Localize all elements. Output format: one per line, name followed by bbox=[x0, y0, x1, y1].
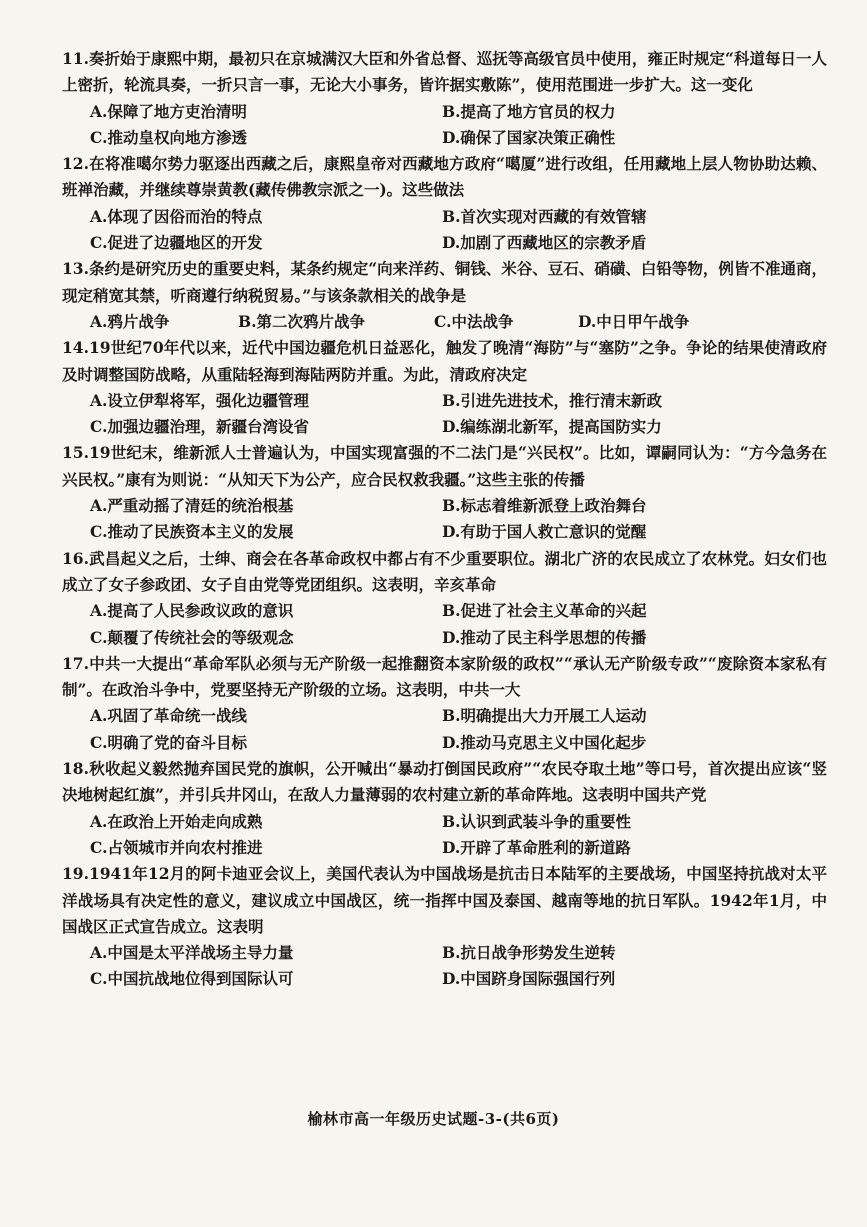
question-stem: 16.武昌起义之后，士绅、商会在各革命政权中都占有不少重要职位。湖北广济的农民成立了农林党。妇女们也成立了女子参政团、女子自由党等党团组织。这表明，辛亥革命 bbox=[62, 548, 827, 594]
option-c[interactable]: C.推动了民族资本主义的发展 bbox=[90, 522, 294, 542]
question-stem: 18.秋收起义毅然抛弃国民党的旗帜，公开喊出“暴动打倒国民政府”“农民夺取土地”等口号，首次提出应该“竖决地树起红旗”，并引兵井冈山，在敌人力量薄弱的农村建立新的革命阵地。这表明中国共产党 bbox=[62, 759, 827, 805]
option-c[interactable]: C.占领城市并向农村推进 bbox=[90, 837, 263, 857]
question-stem: 13.条约是研究历史的重要史料，某条约规定“向来洋药、铜钱、米谷、豆石、硝磺、白铅等物，例皆不准通商，现定稍宽其禁，听商遵行纳税贸易。”与该条款相关的战争是 bbox=[62, 259, 827, 305]
question-stem: 19.1941年12月的阿卡迪亚会议上，美国代表认为中国战场是抗击日本陆军的主要战场，中国坚持抗战对太平洋战场具有决定性的意义，建议成立中国战区，统一指挥中国及泰国、越南等地的抗日军队。1942年1月，中国战区正式宣告成立。这表明 bbox=[62, 864, 827, 936]
option-b[interactable]: B.引进先进技术，推行清末新政 bbox=[442, 390, 662, 410]
option-b[interactable]: B.第二次鸦片战争 bbox=[238, 311, 365, 331]
question-13 bbox=[62, 256, 827, 335]
question-options bbox=[62, 940, 827, 993]
option-c[interactable]: C.明确了党的奋斗目标 bbox=[90, 732, 247, 752]
question-12 bbox=[62, 151, 827, 256]
option-b[interactable]: B.标志着维新派登上政治舞台 bbox=[442, 496, 647, 516]
question-stem: 11.奏折始于康熙中期，最初只在京城满汉大臣和外省总督、巡抚等高级官员中使用，雍正时规定“科道每日一人上密折，轮流具奏，一折只言一事，无论大小事务，皆许据实敷陈”，使用范围进一步扩大。这一变化 bbox=[62, 49, 827, 95]
option-a[interactable]: A.提高了人民参政议政的意识 bbox=[90, 601, 294, 621]
question-options bbox=[62, 493, 827, 546]
option-a[interactable]: A.体现了因俗而治的特点 bbox=[90, 206, 263, 226]
question-14 bbox=[62, 335, 827, 440]
option-d[interactable]: D.编练湖北新军，提高国防实力 bbox=[442, 417, 662, 437]
option-d[interactable]: D.加剧了西藏地区的宗教矛盾 bbox=[442, 233, 647, 253]
question-19 bbox=[62, 861, 827, 992]
question-18 bbox=[62, 756, 827, 861]
question-stem: 17.中共一大提出“革命军队必须与无产阶级一起推翻资本家阶级的政权”“承认无产阶级专政”“废除资本家私有制”。在政治斗争中，党要坚持无产阶级的立场。这表明，中共一大 bbox=[62, 653, 827, 700]
option-b[interactable]: B.明确提出大力开展工人运动 bbox=[442, 706, 647, 726]
option-a[interactable]: A.保障了地方吏治清明 bbox=[90, 101, 247, 121]
option-b[interactable]: B.提高了地方官员的权力 bbox=[442, 101, 616, 121]
option-a[interactable]: A.设立伊犁将军，强化边疆管理 bbox=[90, 390, 309, 410]
option-b[interactable]: B.认识到武装斗争的重要性 bbox=[442, 811, 631, 831]
question-options bbox=[62, 598, 827, 651]
option-c[interactable]: C.推动皇权向地方渗透 bbox=[90, 127, 247, 147]
option-c[interactable]: C.中国抗战地位得到国际认可 bbox=[90, 969, 294, 989]
question-11 bbox=[62, 46, 827, 151]
question-stem: 12.在将准噶尔势力驱逐出西藏之后，康熙皇帝对西藏地方政府“噶厦”进行改组，任用藏地上层人物协助达赖、班禅治藏，并继续尊崇黄教(藏传佛教宗派之一)。这些做法 bbox=[62, 154, 827, 200]
option-b[interactable]: B.抗日战争形势发生逆转 bbox=[442, 943, 616, 963]
question-options bbox=[62, 388, 827, 441]
option-a[interactable]: A.在政治上开始走向成熟 bbox=[90, 811, 263, 831]
question-stem: 14.19世纪70年代以来，近代中国边疆危机日益恶化，触发了晚清“海防”与“塞防”之争。争论的结果使清政府及时调整国防战略，从重陆轻海到海陆两防并重。为此，清政府决定 bbox=[62, 338, 827, 384]
question-options bbox=[62, 99, 827, 152]
question-stem: 15.19世纪末，维新派人士普遍认为，中国实现富强的不二法门是“兴民权”。比如，谭嗣同认为：“方今急务在兴民权。”康有为则说：“从知天下为公产，应合民权救我疆。”这些主张的传播 bbox=[62, 443, 827, 489]
question-options bbox=[62, 204, 827, 257]
option-a[interactable]: A.鸦片战争 bbox=[90, 311, 170, 331]
option-a[interactable]: A.中国是太平洋战场主导力量 bbox=[90, 943, 294, 963]
option-d[interactable]: D.中日甲午战争 bbox=[578, 311, 690, 331]
question-options bbox=[62, 809, 827, 862]
question-16 bbox=[62, 546, 827, 651]
option-d[interactable]: D.推动了民主科学思想的传播 bbox=[442, 627, 647, 647]
option-a[interactable]: A.巩固了革命统一战线 bbox=[90, 706, 247, 726]
option-c[interactable]: C.颠覆了传统社会的等级观念 bbox=[90, 627, 294, 647]
option-d[interactable]: D.中国跻身国际强国行列 bbox=[442, 969, 616, 989]
option-b[interactable]: B.促进了社会主义革命的兴起 bbox=[442, 601, 647, 621]
question-17 bbox=[62, 651, 827, 756]
option-d[interactable]: D.确保了国家决策正确性 bbox=[442, 127, 616, 147]
question-options bbox=[62, 309, 827, 335]
option-c[interactable]: C.促进了边疆地区的开发 bbox=[90, 233, 263, 253]
question-options bbox=[62, 703, 827, 756]
option-c[interactable]: C.中法战争 bbox=[434, 311, 514, 331]
option-a[interactable]: A.严重动摇了清廷的统治根基 bbox=[90, 496, 294, 516]
page-footer: 榆林市高一年级历史试题-3-(共6页) bbox=[307, 1110, 560, 1128]
option-b[interactable]: B.首次实现对西藏的有效管辖 bbox=[442, 206, 647, 226]
question-15 bbox=[62, 440, 827, 545]
option-d[interactable]: D.有助于国人救亡意识的觉醒 bbox=[442, 522, 647, 542]
option-d[interactable]: D.开辟了革命胜利的新道路 bbox=[442, 837, 631, 857]
option-c[interactable]: C.加强边疆治理，新疆台湾设省 bbox=[90, 417, 309, 437]
option-d[interactable]: D.推动马克思主义中国化起步 bbox=[442, 732, 647, 752]
